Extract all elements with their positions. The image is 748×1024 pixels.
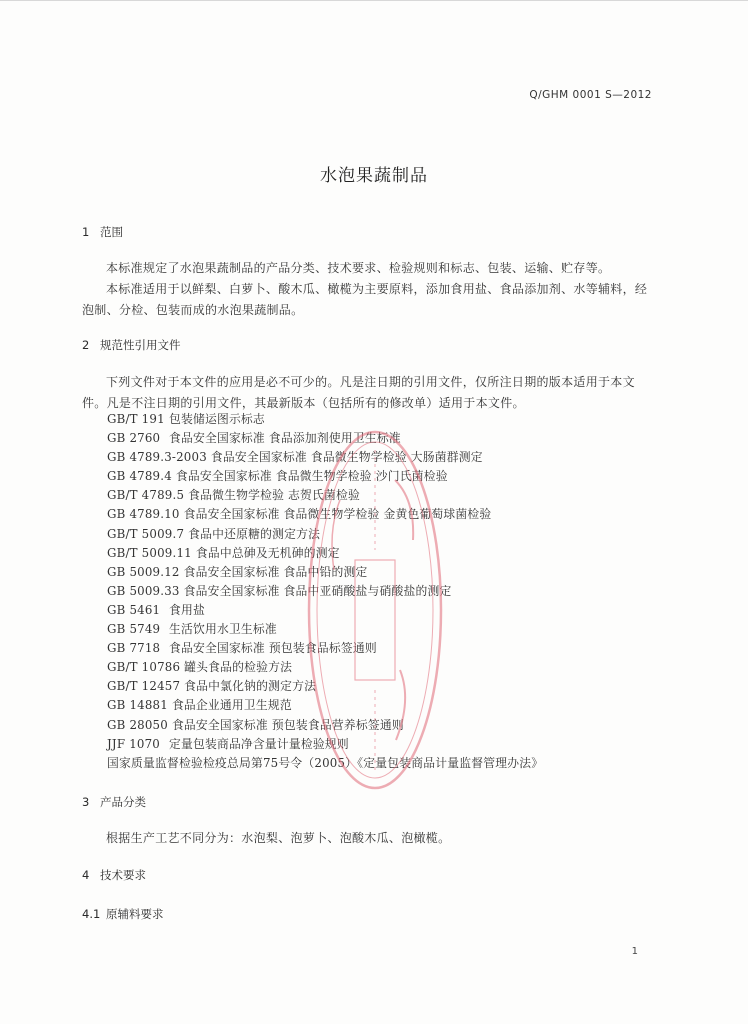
reference-item: GB 28050 食品安全国家标准 预包装食品营养标签通则 [107,717,404,732]
section-number: 3 [82,795,90,809]
reference-item: GB/T 5009.11 食品中总砷及无机砷的测定 [107,545,340,560]
reference-item: GB 2760 食品安全国家标准 食品添加剂使用卫生标准 [107,431,401,446]
section-4-heading [82,867,146,883]
reference-item: 国家质量监督检验检疫总局第75号令（2005）《定量包装商品计量监督管理办法》 [107,755,544,770]
section-4-1-heading [82,906,164,922]
section-title: 产品分类 [100,795,146,809]
scope-paragraph-1: 本标准规定了水泡果蔬制品的产品分类、技术要求、检验规则和标志、包装、运输、贮存等。 [106,261,611,275]
standard-code: Q/GHM 0001 S—2012 [529,89,652,101]
section-number: 4.1 [82,907,101,921]
section-title: 范围 [100,225,123,239]
section-2-heading [82,337,181,353]
document-title: 水泡果蔬制品 [320,166,428,186]
section-3-heading [82,794,146,810]
section-number: 1 [82,225,90,239]
reference-item: GB 5749 生活饮用水卫生标准 [107,622,277,637]
references-intro: 下列文件对于本文件的应用是必不可少的。凡是注日期的引用文件，仅所注日期的版本适用于本文件。凡是不注日期的引用文件，其最新版本（包括所有的修改单）适用于本文件。 [82,375,635,410]
reference-item: GB 5009.33 食品安全国家标准 食品中亚硝酸盐与硝酸盐的测定 [107,583,452,598]
reference-item: GB 4789.3-2003 食品安全国家标准 食品微生物学检验 大肠菌群测定 [107,450,483,465]
reference-item: GB/T 10786 罐头食品的检验方法 [107,660,293,675]
reference-item: GB 4789.4 食品安全国家标准 食品微生物学检验 沙门氏菌检验 [107,469,448,484]
reference-item: GB/T 12457 食品中氯化钠的测定方法 [107,679,317,694]
reference-item: GB 4789.10 食品安全国家标准 食品微生物学检验 金黄色葡萄球菌检验 [107,507,492,522]
reference-item: GB/T 5009.7 食品中还原糖的测定方法 [107,526,321,541]
reference-item: GB 7718 食品安全国家标准 预包装食品标签通则 [107,641,377,656]
references-list [107,410,543,773]
section-number: 4 [82,868,90,882]
reference-item: GB 5009.12 食品安全国家标准 食品中铅的测定 [107,564,368,579]
section-number: 2 [82,338,90,352]
section-title: 原辅料要求 [106,907,164,921]
page-number: 1 [631,946,638,957]
scope-paragraph-2: 本标准适用于以鲜梨、白萝卜、酸木瓜、橄榄为主要原料，添加食用盐、食品添加剂、水等辅料，经泡制、分检、包装而成的水泡果蔬制品。 [82,282,648,317]
reference-item: JJF 1070 定量包装商品净含量计量检验规则 [107,736,349,751]
top-edge [0,0,748,1]
classification-paragraph: 根据生产工艺不同分为：水泡梨、泡萝卜、泡酸木瓜、泡橄榄。 [106,831,451,845]
reference-item: GB/T 4789.5 食品微生物学检验 志贺氏菌检验 [107,488,361,503]
section-title: 规范性引用文件 [100,338,181,352]
reference-item: GB 14881 食品企业通用卫生规范 [107,698,292,713]
section-1-heading [82,224,123,240]
reference-item: GB/T 191 包装储运图示标志 [107,412,265,426]
reference-item: GB 5461 食用盐 [107,602,205,617]
section-title: 技术要求 [100,868,146,882]
